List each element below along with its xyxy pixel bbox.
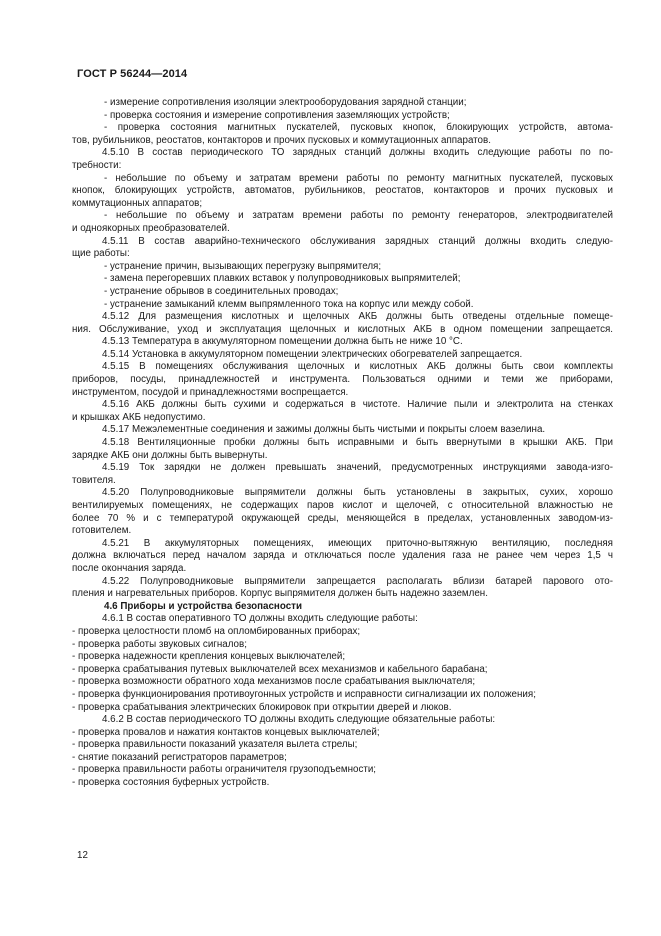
- text-line: - проверка правильности показаний указателя вылета стрелы;: [72, 739, 358, 751]
- section-heading: 4.6 Приборы и устройства безопасности: [104, 600, 302, 612]
- text-line: 4.5.19 Ток зарядки не должен превышать значений, предусмотренных инструкциями завода-изго-: [102, 462, 613, 474]
- text-line: - небольшие по объему и затратам времени работы по ремонту генераторов, электродвигателей: [104, 210, 613, 222]
- text-line: 4.6.1 В состав оперативного ТО должны входить следующие работы:: [102, 613, 418, 625]
- text-line: товителя.: [72, 474, 116, 486]
- text-line: - проверка провалов и нажатия контактов концевых выключателей;: [72, 726, 380, 738]
- text-line: - измерение сопротивления изоляции электрооборудования зарядной станции;: [104, 97, 467, 108]
- text-line: - проверка состояния магнитных пускателей, пусковых кнопок, блокирующих устройств, автома-: [104, 122, 613, 134]
- text-line: и одноякорных преобразователей.: [72, 222, 230, 234]
- text-line: 4.5.16 АКБ должны быть сухими и содержаться в чистоте. Наличие пыли и электролита на стенках: [102, 399, 613, 411]
- text-line: 4.5.13 Температура в аккумуляторном помещении должна быть не ниже 10 °С.: [102, 336, 463, 348]
- text-line: вентилируемых помещениях, не содержащих паров кислот и щелочей, с относительной влажностью не: [72, 500, 613, 511]
- text-line: и крышках АКБ недопустимо.: [72, 411, 206, 423]
- text-line: 4.5.15 В помещениях обслуживания щелочных и кислотных АКБ должны быть свои комплекты: [102, 361, 613, 373]
- text-line: зарядке АКБ они должны быть вывернуты.: [72, 449, 268, 461]
- text-line: коммутационных аппаратов;: [72, 197, 203, 209]
- text-line: - проверка состояния буферных устройств.: [72, 777, 270, 789]
- document-header: ГОСТ Р 56244—2014: [77, 68, 188, 80]
- text-line: готовителем.: [72, 525, 132, 537]
- text-line: щие работы:: [72, 248, 130, 260]
- text-line: приборов, посуды, принадлежностей и инструмента. Пользоваться одними и теми же приборами,: [72, 374, 613, 386]
- text-line: 4.5.21 В аккумуляторных помещениях, имеющих приточно-вытяжную вентиляцию, последняя: [102, 537, 613, 549]
- text-line: после окончания заряда.: [72, 562, 187, 574]
- text-line: 4.5.11 В состав аварийно-технического обслуживания зарядных станций должны входить следую-: [102, 235, 613, 247]
- text-line: требности:: [72, 159, 122, 171]
- text-line: - устранение обрывов в соединительных проводах;: [104, 285, 339, 297]
- text-line: - устранение замыканий клемм выпрямленного тока на корпус или между собой.: [104, 298, 474, 310]
- text-line: - проверка состояния и измерение сопротивления заземляющих устройств;: [104, 109, 450, 121]
- text-line: кнопок, блокирующих устройств, автоматов, рубильников, реостатов, контакторов и прочих пусковых и: [72, 185, 613, 197]
- text-line: - снятие показаний регистраторов параметров;: [72, 751, 287, 763]
- text-line: - проверка правильности работы ограничителя грузоподъемности;: [72, 764, 377, 776]
- text-line: 4.5.14 Установка в аккумуляторном помещении электрических обогревателей запрещается.: [102, 348, 523, 360]
- text-line: - устранение причин, вызывающих перегрузку выпрямителя;: [104, 260, 382, 272]
- text-line: - проверка срабатывания электрических блокировок при открытии дверей и люков.: [72, 701, 452, 713]
- text-line: инструментом, посудой и принадлежностями воспрещается.: [72, 386, 349, 398]
- text-line: пления и нагревательных приборов. Корпус выпрямителя должен быть надежно заземлен.: [72, 588, 488, 600]
- text-line: 4.5.10 В состав периодического ТО зарядных станций должны входить следующие работы по по-: [102, 147, 613, 159]
- text-line: - проверка возможности обратного хода механизмов после срабатывания выключателя;: [72, 676, 476, 688]
- text-line: - небольшие по объему и затратам времени работы по ремонту магнитных пускателей, пусковых: [104, 172, 613, 184]
- page-number: 12: [77, 850, 88, 861]
- text-line: - проверка работы звуковых сигналов;: [72, 638, 247, 650]
- text-line: должна включаться перед началом заряда и отключаться после удаления газа не ранее чем через 1,5 ч: [72, 550, 613, 562]
- text-line: 4.5.17 Межэлементные соединения и зажимы должны быть чистыми и покрыты слоем вазелина.: [102, 424, 546, 436]
- text-line: 4.5.22 Полупроводниковые выпрямители запрещается располагать вблизи батарей парового ото-: [102, 575, 613, 587]
- text-line: - замена перегоревших плавких вставок у полупроводниковых выпрямителей;: [104, 273, 461, 285]
- text-line: тов, рубильников, реостатов, контакторов и прочих пусковых и коммутационных аппаратов.: [72, 134, 491, 146]
- text-line: - проверка срабатывания путевых выключателей всех механизмов и кабельного барабана;: [72, 663, 488, 675]
- text-line: - проверка надежности крепления концевых выключателей;: [72, 651, 346, 663]
- document-body: [72, 97, 613, 790]
- text-line: 4.5.18 Вентиляционные пробки должны быть исправными и быть ввернутыми в крышки АКБ. При: [102, 437, 613, 449]
- text-line: 4.6.2 В состав периодического ТО должны входить следующие обязательные работы:: [102, 714, 496, 726]
- text-line: 4.5.20 Полупроводниковые выпрямители должны быть установлены в закрытых, сухих, хорошо: [102, 487, 613, 499]
- text-line: ния. Обслуживание, уход и эксплуатация щелочных и кислотных АКБ в одном помещении запрещается.: [72, 323, 613, 335]
- text-line: 4.5.12 Для размещения кислотных и щелочных АКБ должны быть отведены отдельные помеще-: [102, 311, 613, 323]
- text-line: - проверка функционирования противоугонных устройств и исправности сигнализации их положения;: [72, 688, 536, 700]
- text-line: - проверка целостности пломб на опломбированных приборах;: [72, 625, 361, 637]
- text-line: более 70 % и с температурой окружающей среды, меняющейся в пределах, установленных заводом-из-: [72, 512, 613, 524]
